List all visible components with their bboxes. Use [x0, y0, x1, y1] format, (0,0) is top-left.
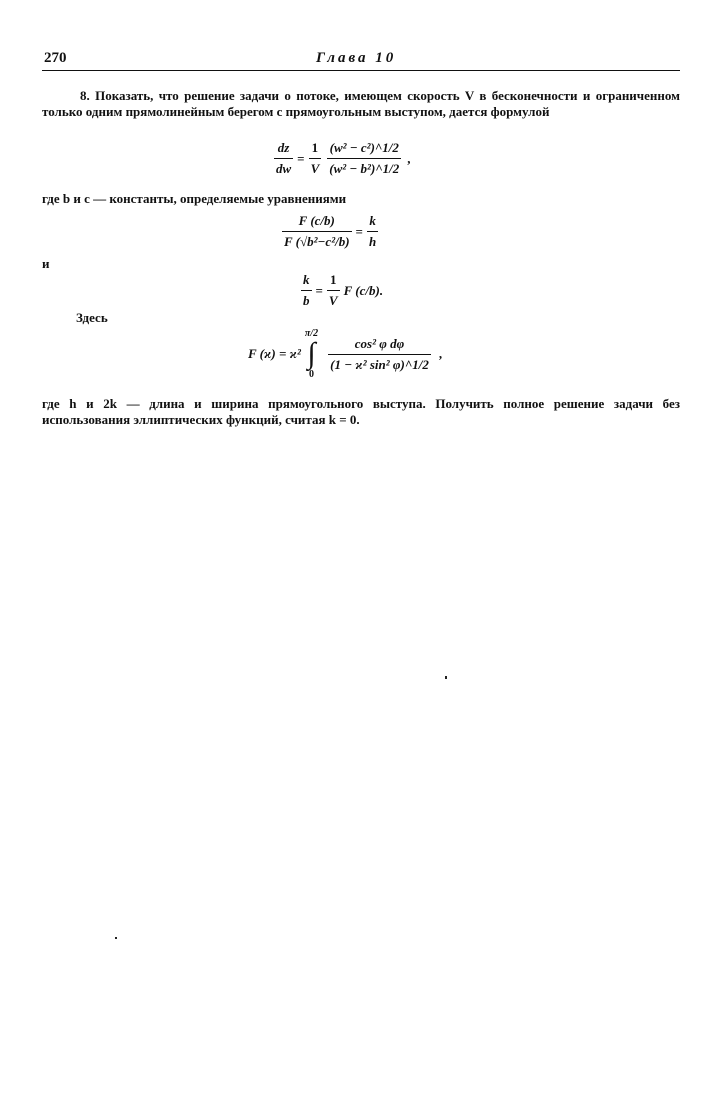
page-number: 270 — [44, 50, 67, 66]
running-head: Глава 10 — [316, 50, 397, 66]
equation-1 — [274, 140, 411, 177]
eq1-lhs-den: dw — [274, 158, 293, 177]
integral-symbol — [305, 328, 318, 380]
eq1-coef-den: V — [309, 158, 322, 177]
and-word: и — [42, 256, 50, 271]
eq1-rhs-fraction — [327, 140, 401, 177]
eq4-den: (1 − ϰ² sin² φ)^1/2 — [328, 354, 431, 373]
equation-4 — [248, 328, 442, 380]
eq4-lhs: F (ϰ) = ϰ² — [248, 346, 301, 361]
eq1-rhs-den: (w² − b²)^1/2 — [327, 158, 401, 177]
eq1-comma: , — [407, 150, 411, 166]
eq3-coef-num: 1 — [330, 272, 337, 287]
where-constants-text: где b и c — константы, определяемые уравнениями — [42, 191, 347, 206]
eq3-lhs-num: k — [303, 272, 310, 287]
problem-intro: 8. Показать, что решение задачи о потоке, имеющем скорость V в бесконечности и ограниченном только одним прямолинейным берегом с прямоугольным выступом, дается формулой — [42, 88, 680, 119]
header-rule — [42, 70, 680, 71]
eq2-rhs-num: k — [369, 213, 376, 228]
eq2-lhs-den: F (√b²−c²/b) — [282, 231, 352, 250]
eq4-comma: , — [438, 346, 443, 361]
eq1-equals: = — [297, 150, 305, 166]
eq2-equals: = — [355, 223, 363, 239]
integral-lower-limit: 0 — [309, 369, 314, 380]
eq1-coef-fraction — [309, 140, 322, 177]
eq1-lhs-fraction — [274, 140, 293, 177]
eq3-equals: = — [315, 282, 323, 298]
eq2-rhs-fraction — [367, 213, 378, 250]
eq4-num: cos² φ dφ — [354, 335, 405, 351]
speck-mark — [445, 676, 447, 679]
eq2-lhs-fraction — [282, 213, 352, 250]
eq1-coef-num: 1 — [311, 140, 319, 155]
problem-closing: где h и 2k — длина и ширина прямоугольного выступа. Получить полное решение задачи без использования эллиптических функций, считая k = 0. — [42, 396, 680, 427]
eq4-fraction — [328, 336, 431, 373]
eq2-rhs-den: h — [367, 231, 378, 250]
eq1-rhs-num: (w² − c²)^1/2 — [329, 140, 399, 155]
eq2-lhs-num: F (c/b) — [298, 213, 335, 228]
here-word: Здесь — [76, 310, 108, 325]
speck-mark — [115, 937, 117, 939]
eq3-coef-fraction — [327, 272, 340, 309]
eq3-lhs-den: b — [301, 290, 312, 309]
integral-sign: ∫ — [307, 337, 316, 370]
eq3-tail: F (c/b). — [343, 282, 384, 298]
eq3-coef-den: V — [327, 290, 340, 309]
equation-3 — [301, 272, 383, 309]
eq3-lhs-fraction — [301, 272, 312, 309]
equation-2 — [282, 213, 378, 250]
eq1-lhs-num: dz — [277, 140, 290, 155]
integral-upper-limit: π/2 — [304, 328, 319, 339]
